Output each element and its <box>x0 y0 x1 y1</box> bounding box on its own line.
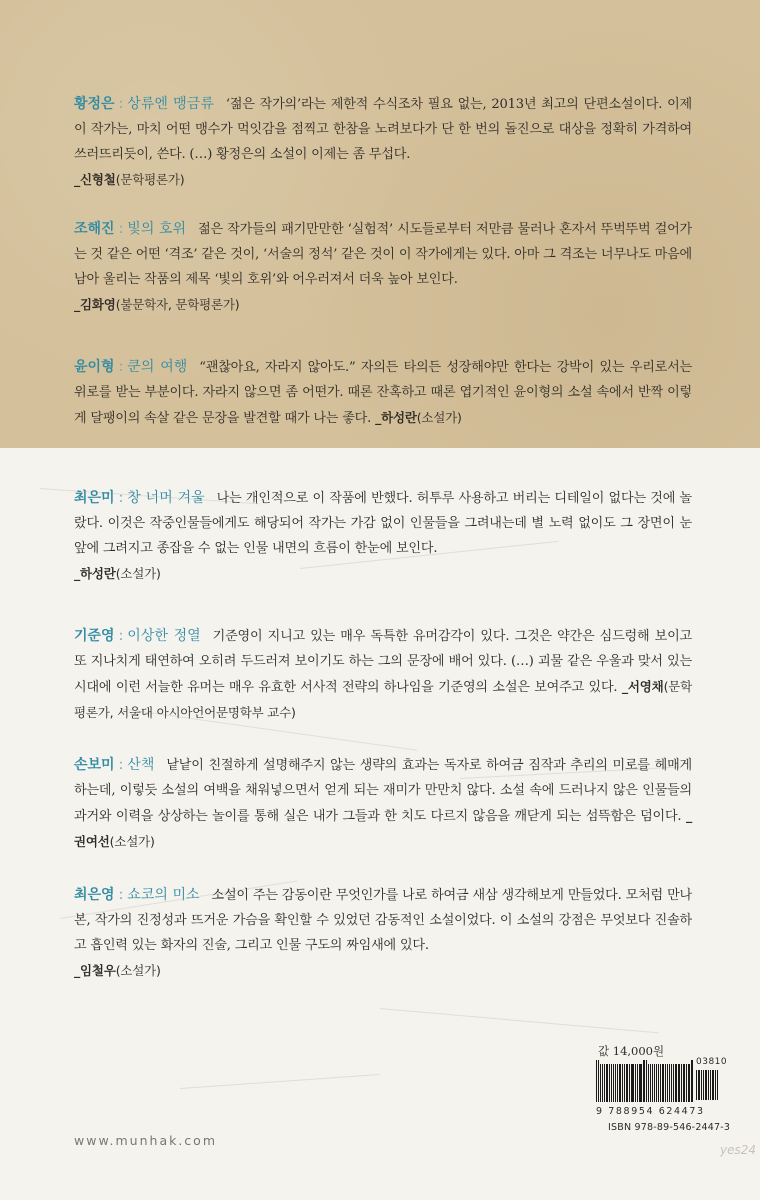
review-hwang: 황정은 : 상류엔 맹금류 ‘젊은 작가의’라는 제한적 수식조차 필요 없는, 2013년 최고의 단편소설이다. 이제 이 작가는, 마치 어떤 맹수가 먹잇감을 점찍고 한참을 노려보다가 단 한 번의 돌진으로 대상을 정확히 가격하여 쓰러뜨리듯이, 쓴다. (…) 황정은의 소설이 이제는 좀 무섭다. _신형철(문학평론가) <box>74 96 692 187</box>
review-son-bomi: 손보미 : 산책 낱낱이 친절하게 설명해주지 않는 생략의 효과는 독자로 하여금 짐작과 추리의 미로를 헤매게 하는데, 이렇듯 소설의 여백을 채워넣으면서 얻게 되는 재미가 만만치 않다. 소설 속에 드러나지 않은 인물들의 과거와 이력을 상상하는 놀이를 통해 실은 내가 그들과 한 치도 다르지 않음을 깨닫게 되는 섬뜩함은 덤이다. _권여선(소설가) <box>74 757 692 849</box>
author-name: 조해진 <box>74 221 115 237</box>
watermark: yes24 <box>720 1143 757 1157</box>
barcode-bars <box>596 1062 694 1102</box>
critic-role: (문학평론가) <box>115 172 185 187</box>
story-title: 이상한 정열 <box>127 628 201 644</box>
critic-name: _김화영 <box>74 297 116 312</box>
author-name: 황정은 <box>74 96 115 112</box>
price-label: 값 14,000원 <box>598 1044 665 1058</box>
review-choi-eunmi: 최은미 : 창 너머 겨울 나는 개인적으로 이 작품에 반했다. 허투루 사용하고 버리는 디테일이 없다는 것에 놀랐다. 이것은 작중인물들에게도 해당되어 작가는 가감 없이 인물들을 그려내는데 별 노력 없이도 그 장면이 눈앞에 그려지고 종잡을 수 없는 인물 내면의 흐름이 한눈에 보인다. _하성란(소설가) <box>74 490 692 581</box>
review-gi-junyoung: 기준영 : 이상한 정열 기준영이 지니고 있는 매우 독특한 유머감각이 있다. 그것은 약간은 심드렁해 보이고 또 지나치게 태연하여 오히려 두드러져 보이기도 하는 그의 문장에 배어 있다. (…) 괴물 같은 우울과 맞서 있는 시대에 이런 서늘한 유머는 매우 유효한 서사적 전략의 하나임을 기준영의 소설은 보여주고 있다. _서영채(문학평론가, 서울대 아시아언어문명학부 교수) <box>74 628 692 720</box>
critic-role: (소설가) <box>115 566 161 581</box>
critic-name: _권여선 <box>74 808 692 849</box>
story-title: 산책 <box>127 757 155 773</box>
critic-role: (소설가) <box>109 834 155 849</box>
critic-name: _서영채 <box>621 679 664 694</box>
isbn-barcode <box>596 1057 728 1108</box>
review-text: 나는 개인적으로 이 작품에 반했다. 허투루 사용하고 버리는 디테일이 없다는 것에 놀랐다. 이것은 작중인물들에게도 해당되어 작가는 가감 없이 인물들을 그려내는데 별 노력 없이도 그 장면이 눈앞에 그려지고 종잡을 수 없는 인물 내면의 흐름이 한눈에 보인다. <box>74 491 692 556</box>
author-name: 윤이형 <box>74 359 115 375</box>
critic-role: (소설가) <box>115 963 161 978</box>
review-jo: 조해진 : 빛의 호위 젊은 작가들의 패기만만한 ‘실험적’ 시도들로부터 저만큼 물러나 혼자서 뚜벅뚜벅 걸어가는 것 같은 어떤 ‘격조’ 같은 것이, ‘서술의 정석’ 같은 것이 이 작가에게는 있다. 아마 그 격조는 너무나도 마음에 남아 울리는 작품의 제목 ‘빛의 호위’와 어우러져서 더욱 높아 보인다. _김화영(불문학자, 문학평론가) <box>74 221 693 312</box>
critic-role: (소설가) <box>416 410 462 425</box>
barcode-digits: 9 788954 624473 <box>596 1106 705 1117</box>
author-name: 기준영 <box>74 628 115 644</box>
addon-barcode <box>696 1057 728 1106</box>
critic-name: _신형철 <box>74 172 116 187</box>
author-name: 최은미 <box>74 490 115 506</box>
review-choi-eunyoung: 최은영 : 쇼코의 미소 소설이 주는 감동이란 무엇인가를 나로 하여금 새삼 생각해보게 만들었다. 모처럼 만나본, 작가의 진정성과 뜨거운 가슴을 확인할 수 있었던 감동적인 소설이었다. 이 소설의 강점은 무엇보다 진솔하고 흡인력 있는 화자의 진술, 그리고 인물 구도의 짜임새에 있다. _임철우(소설가) <box>74 887 692 978</box>
story-title: 상류엔 맹금류 <box>127 96 214 112</box>
critic-name: _하성란 <box>74 566 116 581</box>
review-text: 기준영이 지니고 있는 매우 독특한 유머감각이 있다. 그것은 약간은 심드렁해 보이고 또 지나치게 태연하여 오히려 두드러져 보이기도 하는 그의 문장에 배어 있다. (…) 괴물 같은 우울과 맞서 있는 시대에 이런 서늘한 유머는 매우 유효한 서사적 전략의 하나임을 기준영의 소설은 보여주고 있다. <box>74 629 692 695</box>
addon-number: 03810 <box>696 1057 728 1067</box>
author-name: 최은영 <box>74 887 115 903</box>
critic-role: (문학평론가, 서울대 아시아언어문명학부 교수) <box>74 679 692 720</box>
review-text: 젊은 작가들의 패기만만한 ‘실험적’ 시도들로부터 저만큼 물러나 혼자서 뚜벅뚜벅 걸어가는 것 같은 어떤 ‘격조’ 같은 것이, ‘서술의 정석’ 같은 것이 이 작가에게는 있다. 아마 그 격조는 너무나도 마음에 남아 울리는 작품의 제목 ‘빛의 호위’와 어우러져서 더욱 높아 보인다. <box>74 222 693 287</box>
review-yoon: 윤이형 : 쿤의 여행 “괜찮아요, 자라지 않아도.” 자의든 타의든 성장해야만 한다는 강박이 있는 우리로서는 위로를 받는 부분이다. 자라지 않으면 좀 어떤가. 때론 잔혹하고 때론 엽기적인 윤이형의 소설 속에서 반짝 이렇게 달팽이의 속살 같은 문장을 발견할 때가 나는 좋다. _하성란(소설가) <box>74 359 692 426</box>
review-text: 소설이 주는 감동이란 무엇인가를 나로 하여금 새삼 생각해보게 만들었다. 모처럼 만나본, 작가의 진정성과 뜨거운 가슴을 확인할 수 있었던 감동적인 소설이었다. 이 소설의 강점은 무엇보다 진솔하고 흡인력 있는 화자의 진술, 그리고 인물 구도의 짜임새에 있다. <box>74 888 692 953</box>
publisher-website: www.munhak.com <box>74 1133 218 1148</box>
addon-bars <box>696 1070 719 1100</box>
critic-name: _하성란 <box>375 410 417 425</box>
review-text: ‘젊은 작가의’라는 제한적 수식조차 필요 없는, 2013년 최고의 단편소설이다. 이제 이 작가는, 마치 어떤 맹수가 먹잇감을 점찍고 한참을 노려보다가 단 한 번의 돌진으로 대상을 정확히 가격하여 쓰러뜨리듯이, 쓴다. (…) 황정은의 소설이 이제는 좀 무섭다. <box>74 97 692 162</box>
story-title: 쇼코의 미소 <box>127 887 200 903</box>
isbn-number: ISBN 978-89-546-2447-3 <box>608 1122 731 1133</box>
review-text: 낱낱이 친절하게 설명해주지 않는 생략의 효과는 독자로 하여금 짐작과 추리의 미로를 헤매게 하는데, 이렇듯 소설의 여백을 채워넣으면서 얻게 되는 재미가 만만치 않다. 소설 속에 드러나지 않은 인물들의 과거와 이력을 상상하는 놀이를 통해 실은 내가 그들과 한 치도 다르지 않음을 깨닫게 되는 섬뜩함은 덤이다. <box>74 758 692 824</box>
story-title: 쿤의 여행 <box>127 359 188 375</box>
author-name: 손보미 <box>74 757 115 773</box>
story-title: 빛의 호위 <box>127 221 187 237</box>
critic-role: (불문학자, 문학평론가) <box>115 297 240 312</box>
review-text: “괜찮아요, 자라지 않아도.” 자의든 타의든 성장해야만 한다는 강박이 있는 우리로서는 위로를 받는 부분이다. 자라지 않으면 좀 어떤가. 때론 잔혹하고 때론 엽기적인 윤이형의 소설 속에서 반짝 이렇게 달팽이의 속살 같은 문장을 발견할 때가 나는 좋다. <box>74 360 692 426</box>
critic-name: _임철우 <box>74 963 116 978</box>
story-title: 창 너머 겨울 <box>127 490 205 506</box>
